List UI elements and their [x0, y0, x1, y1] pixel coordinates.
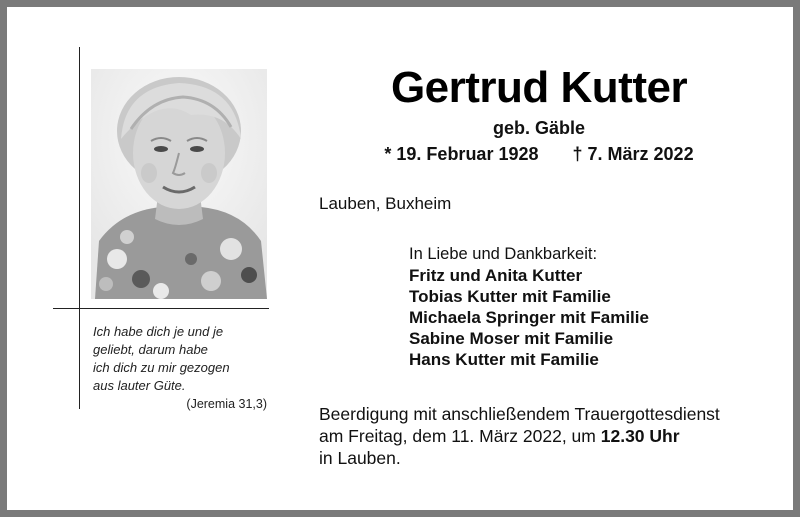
quote-line: ich dich zu mir gezogen [93, 360, 230, 375]
mourners-intro: In Liebe und Dankbarkeit: [409, 245, 598, 263]
funeral-date: am Freitag, dem 11. März 2022, um [319, 426, 601, 446]
mourner-name: Michaela Springer mit Familie [409, 308, 649, 327]
birth-date: * 19. Februar 1928 [384, 144, 539, 164]
mourner-name: Tobias Kutter mit Familie [409, 287, 611, 306]
funeral-info [319, 403, 789, 469]
location: Lauben, Buxheim [319, 194, 452, 213]
death-date: † 7. März 2022 [572, 144, 694, 164]
birth-name: geb. Gäble [492, 118, 586, 138]
deceased-name: Gertrud Kutter [390, 63, 688, 112]
funeral-line-1: Beerdigung mit anschließendem Trauergottesdienst [319, 404, 720, 424]
vertical-rule [79, 47, 80, 409]
life-dates [319, 143, 759, 165]
mourners-block [409, 243, 769, 370]
quote-line: geliebt, darum habe [93, 342, 208, 357]
mourners-list [409, 265, 769, 370]
mourner-name: Sabine Moser mit Familie [409, 329, 614, 348]
portrait-illustration [91, 69, 267, 299]
funeral-line-3: in Lauben. [319, 448, 401, 468]
funeral-time: 12.30 Uhr [600, 426, 680, 446]
bible-quote [93, 323, 273, 413]
quote-line: aus lauter Güte. [93, 378, 186, 393]
quote-reference: (Jeremia 31,3) [186, 397, 267, 411]
horizontal-rule [53, 308, 269, 309]
mourner-name: Hans Kutter mit Familie [409, 350, 599, 369]
mourner-name: Fritz und Anita Kutter [409, 266, 583, 285]
funeral-line-2 [319, 425, 789, 447]
portrait-photo [91, 69, 267, 299]
quote-line: Ich habe dich je und je [93, 324, 224, 339]
